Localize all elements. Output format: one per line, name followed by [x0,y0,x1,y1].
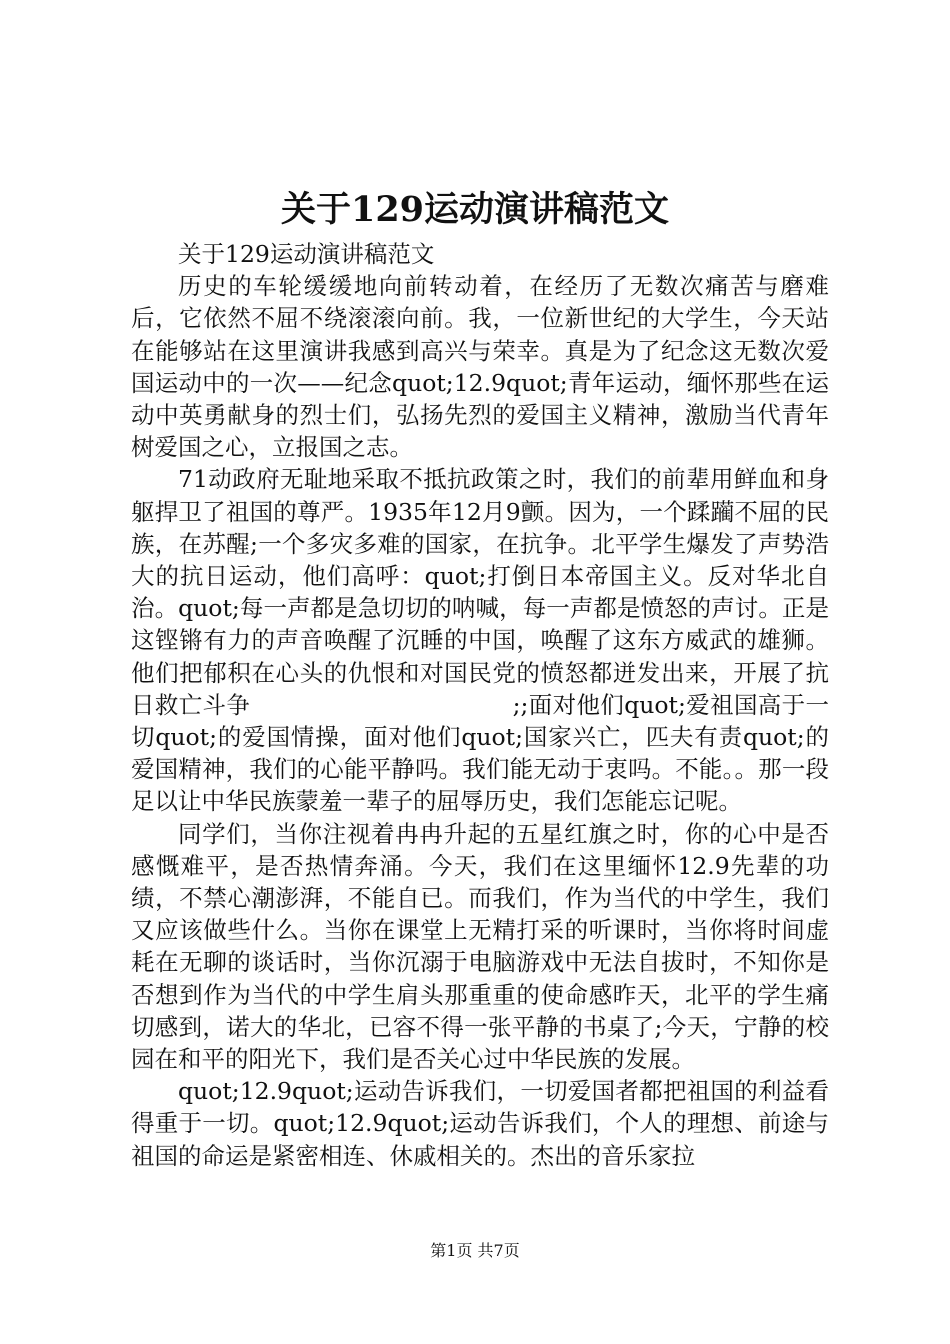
paragraph: quot;12.9quot;运动告诉我们，一切爱国者都把祖国的利益看得重于一切。quot;12.9quot;运动告诉我们，个人的理想、前途与祖国的命运是紧密相连、休戚相关的。杰出的音乐家拉 [131,1077,829,1170]
document-title: 关于129运动演讲稿范文 [280,189,670,230]
paragraph: 71动政府无耻地采取不抵抗政策之时，我们的前辈用鲜血和身躯捍卫了祖国的尊严。1935年12月9颤。因为，一个蹂躏不屈的民族，在苏醒;一个多灾多难的国家，在抗争。北平学生爆发了声势浩大的抗日运动，他们高呼：quot;打倒日本帝国主义。反对华北自治。quot;每一声都是急切切的呐喊，每一声都是愤怒的声讨。正是这铿锵有力的声音唤醒了沉睡的中国，唤醒了这东方威武的雄狮。他们把郁积在心头的仇恨和对国民党的愤怒都迸发出来，开展了抗日救亡斗争 ;;面对他们quot;爱祖国高于一切quot;的爱国情操，面对他们quot;国家兴亡，匹夫有责quot;的爱国精神，我们的心能平静吗。我们能无动于衷吗。不能。。那一段足以让中华民族蒙羞一辈子的屈辱历史，我们怎能忘记呢。 [131,465,829,816]
paragraph: 历史的车轮缓缓地向前转动着，在经历了无数次痛苦与磨难后，它依然不屈不绕滚滚向前。我，一位新世纪的大学生，今天站在能够站在这里演讲我感到高兴与荣幸。真是为了纪念这无数次爱国运动中的一次——纪念quot;12.9quot;青年运动，缅怀那些在运动中英勇献身的烈士们，弘扬先烈的爱国主义精神，激励当代青年树爱国之心，立报国之志。 [131,272,829,462]
page-number-footer: 第1页 共7页 [430,1241,520,1260]
paragraph-subtitle: 关于129运动演讲稿范文 [178,240,435,268]
document-body [131,238,829,1172]
paragraph: 同学们，当你注视着冉冉升起的五星红旗之时，你的心中是否感慨难平，是否热情奔涌。今天，我们在这里缅怀12.9先辈的功绩，不禁心潮澎湃，不能自已。而我们，作为当代的中学生，我们又应该做些什么。当你在课堂上无精打采的听课时，当你将时间虚耗在无聊的谈话时，当你沉溺于电脑游戏中无法自拔时，不知你是否想到作为当代的中学生肩头那重重的使命感昨天，北平的学生痛切感到，诺大的华北，已容不得一张平静的书桌了;今天，宁静的校园在和平的阳光下，我们是否关心过中华民族的发展。 [131,819,829,1074]
